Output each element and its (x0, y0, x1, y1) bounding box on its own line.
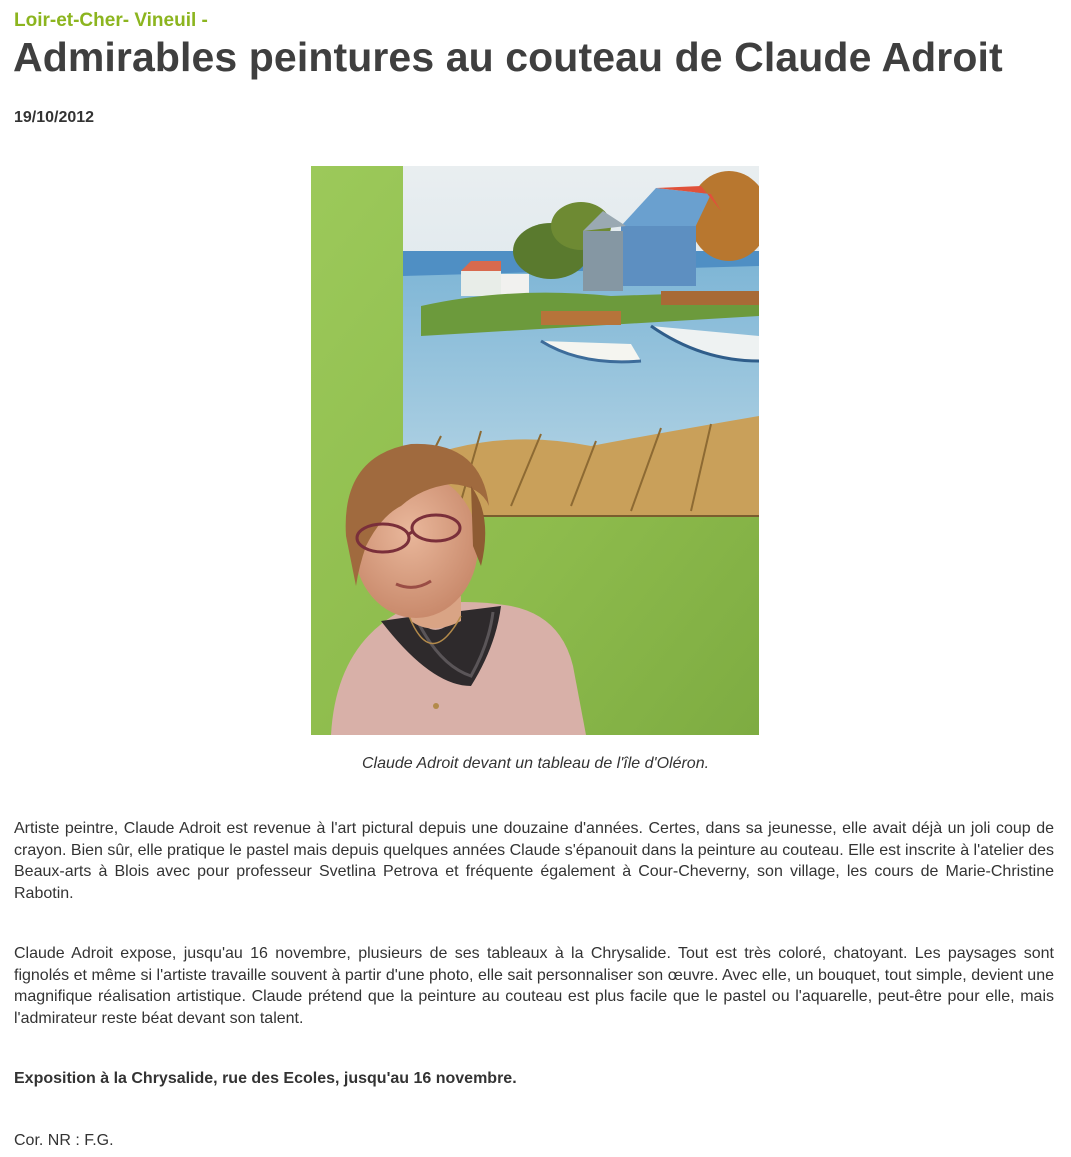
article-paragraph: Claude Adroit expose, jusqu'au 16 novembre, plusieurs de ses tableaux à la Chrysalide. Tout est très coloré, chatoyant. Les paysages sont fignolés et même si l'artiste travaille souvent à partir d'une photo, elle sait personnaliser son œuvre. Avec elle, un bouquet, tout simple, devient une magnifique réalisation artistique. Claude prétend que la peinture au couteau est plus facile que le pastel ou l'aquarelle, peut-être pour elle, mais l'admirateur reste béat devant son talent. (14, 945, 1054, 1027)
photo-caption: Claude Adroit devant un tableau de l'île d'Oléron. (361, 755, 710, 772)
article-kicker[interactable]: Loir-et-Cher- Vineuil - (14, 10, 208, 31)
article-date: 19/10/2012 (14, 109, 95, 126)
exhibition-note: Exposition à la Chrysalide, rue des Ecoles, jusqu'au 16 novembre. (14, 1070, 517, 1087)
article-paragraph: Artiste peintre, Claude Adroit est revenue à l'art pictural depuis une douzaine d'années. Certes, dans sa jeunesse, elle avait déjà un joli coup de crayon. Bien sûr, elle pratique le pastel mais depuis quelques années Claude s'épanouit dans la peinture au couteau. Elle est inscrite à l'atelier des Beaux-arts à Blois avec pour professeur Svetlina Petrova et fréquente également à Cour-Cheverny, son village, les cours de Marie-Christine Rabotin. (14, 820, 1054, 902)
article-title: Admirables peintures au couteau de Claude Adroit (13, 34, 1003, 80)
article-photo (311, 166, 759, 735)
article-credit: Cor. NR : F.G. (14, 1132, 114, 1149)
